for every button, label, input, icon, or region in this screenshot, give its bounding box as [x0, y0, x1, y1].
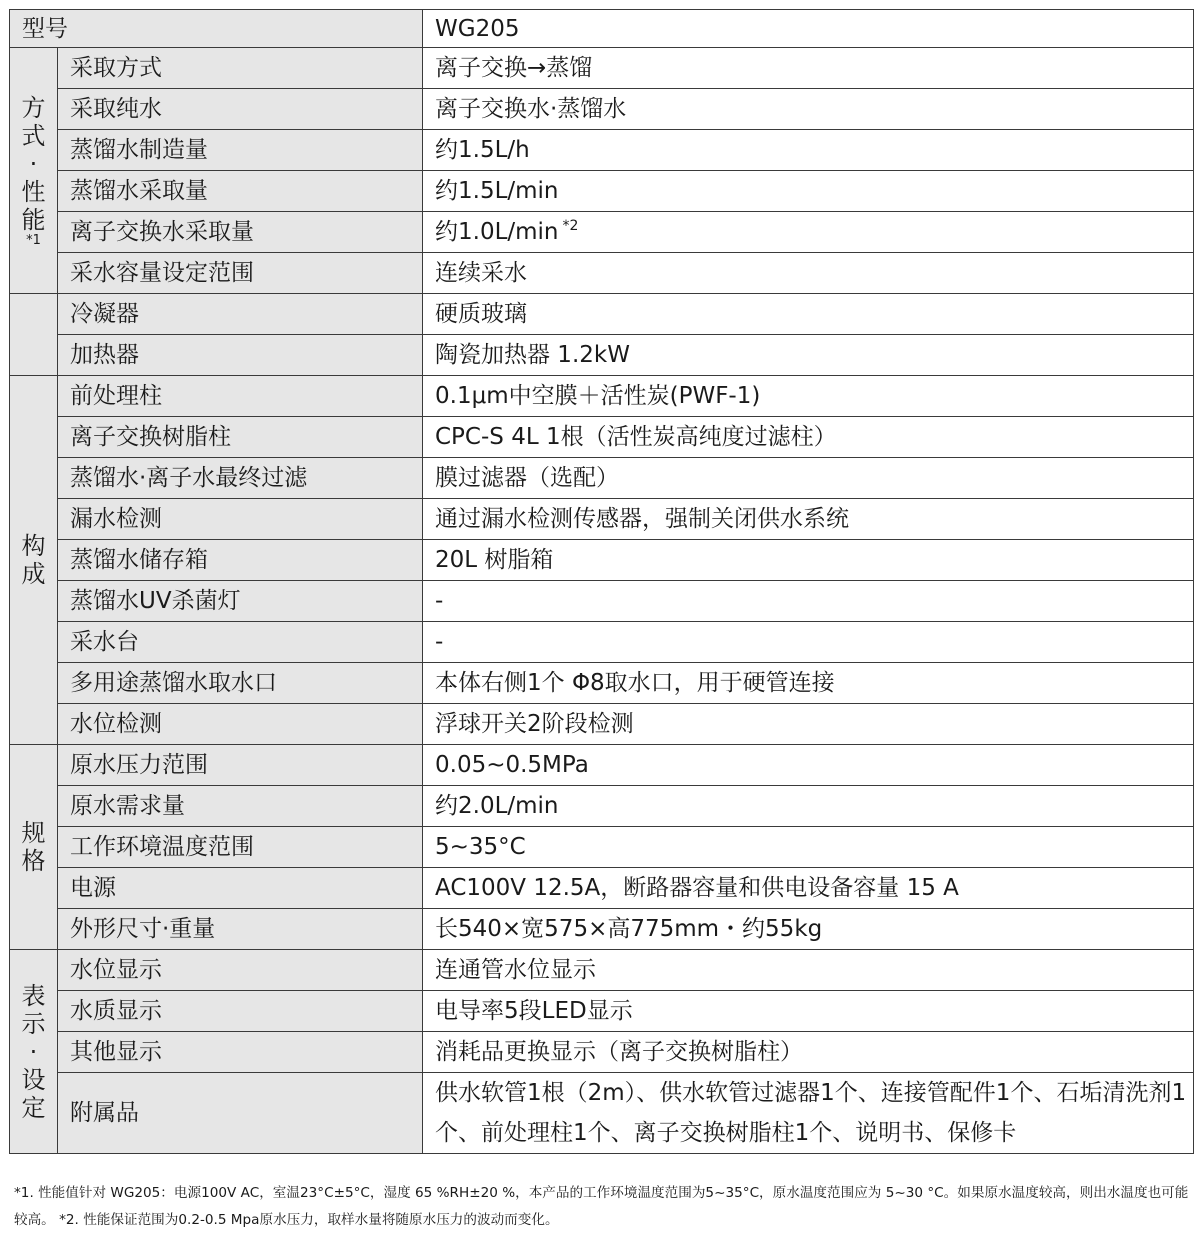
category-note: *1	[26, 232, 41, 248]
row-value-text: 通过漏水检测传感器，强制关闭供水系统	[435, 506, 849, 532]
table-row	[10, 622, 1194, 663]
row-value	[423, 130, 1194, 171]
row-label: 漏水检测	[58, 499, 423, 540]
footnote: *1. 性能值针对 WG205：电源100V AC，室温23°C±5°C，湿度 65 %RH±20 %，本产品的工作环境温度范围为5~35°C，原水温度范围应为 5~30 °C。如果原水温度较高，则出水温度也可能较高。 *2. 性能保证范围为0.2-0.5 Mpa原水压力，取样水量将随原水压力的波动而变化。	[14, 1185, 1189, 1228]
table-row	[10, 89, 1194, 130]
row-value	[423, 294, 1194, 335]
row-value	[423, 1032, 1194, 1073]
category-cell	[10, 294, 58, 376]
row-label: 冷凝器	[58, 294, 423, 335]
header-value: WG205	[423, 10, 1194, 48]
row-value-text: 0.1μm中空膜＋活性炭(PWF-1)	[435, 383, 761, 409]
row-value	[423, 89, 1194, 130]
row-label: 蒸馏水制造量	[58, 130, 423, 171]
row-value-text: 硬质玻璃	[435, 301, 527, 327]
row-label: 离子交换树脂柱	[58, 417, 423, 458]
table-row	[10, 827, 1194, 868]
table-row	[10, 786, 1194, 827]
table-row	[10, 1032, 1194, 1073]
row-value-text: AC100V 12.5A，断路器容量和供电设备容量 15 A	[435, 875, 959, 901]
table-row	[10, 581, 1194, 622]
spec-table	[9, 9, 1194, 1154]
row-value	[423, 909, 1194, 950]
category-name: 方式·性能	[21, 93, 46, 234]
table-row	[10, 704, 1194, 745]
row-value-text: 约1.0L/min	[435, 219, 559, 245]
row-value-text: 约1.5L/h	[435, 137, 530, 163]
row-label: 工作环境温度范围	[58, 827, 423, 868]
category-name: 构成	[21, 532, 46, 588]
row-label: 前处理柱	[58, 376, 423, 417]
row-value-text: 约1.5L/min	[435, 178, 559, 204]
row-value	[423, 745, 1194, 786]
row-label: 采取纯水	[58, 89, 423, 130]
row-label: 原水需求量	[58, 786, 423, 827]
row-value	[423, 417, 1194, 458]
table-row	[10, 335, 1194, 376]
header-label: 型号	[10, 10, 423, 48]
row-value-text: 约2.0L/min	[435, 793, 559, 819]
row-value	[423, 335, 1194, 376]
row-value	[423, 950, 1194, 991]
row-value-text: 连续采水	[435, 260, 527, 286]
row-label: 其他显示	[58, 1032, 423, 1073]
table-row	[10, 417, 1194, 458]
row-value	[423, 540, 1194, 581]
row-value-text: 电导率5段LED显示	[435, 998, 633, 1024]
row-label: 加热器	[58, 335, 423, 376]
row-value-text: 陶瓷加热器 1.2kW	[435, 342, 630, 368]
row-value	[423, 48, 1194, 89]
row-value	[423, 212, 1194, 253]
row-label: 多用途蒸馏水取水口	[58, 663, 423, 704]
row-value-text: 膜过滤器（选配）	[435, 465, 619, 491]
table-row	[10, 253, 1194, 294]
table-row	[10, 458, 1194, 499]
row-value	[423, 253, 1194, 294]
table-row	[10, 909, 1194, 950]
row-value-text: CPC-S 4L 1根（活性炭高纯度过滤柱）	[435, 424, 837, 450]
row-value-text: -	[435, 588, 444, 614]
row-label: 水质显示	[58, 991, 423, 1032]
row-value-text: 本体右侧1个 Φ8取水口，用于硬管连接	[435, 670, 835, 696]
row-value-text: 浮球开关2阶段检测	[435, 711, 634, 737]
category-cell	[10, 48, 58, 294]
table-row	[10, 1073, 1194, 1154]
row-label: 蒸馏水·离子水最终过滤	[58, 458, 423, 499]
row-value	[423, 376, 1194, 417]
category-cell	[10, 950, 58, 1154]
category-name: 规格	[21, 819, 46, 875]
row-label: 水位显示	[58, 950, 423, 991]
table-row	[10, 294, 1194, 335]
row-label: 蒸馏水采取量	[58, 171, 423, 212]
table-row	[10, 130, 1194, 171]
table-row	[10, 663, 1194, 704]
row-value-text: 离子交换水·蒸馏水	[435, 96, 627, 122]
table-row	[10, 540, 1194, 581]
row-label: 蒸馏水UV杀菌灯	[58, 581, 423, 622]
table-row	[10, 171, 1194, 212]
row-label: 蒸馏水储存箱	[58, 540, 423, 581]
row-label: 采水容量设定范围	[58, 253, 423, 294]
row-value	[423, 991, 1194, 1032]
table-row	[10, 376, 1194, 417]
row-value	[423, 622, 1194, 663]
category-cell	[10, 376, 58, 745]
row-value-text: 0.05~0.5MPa	[435, 752, 589, 778]
row-value-note: *2	[562, 218, 579, 234]
row-value-text: 连通管水位显示	[435, 957, 596, 983]
row-value-text: 长540×宽575×高775mm・约55kg	[435, 916, 823, 942]
row-value	[423, 499, 1194, 540]
row-label: 外形尺寸·重量	[58, 909, 423, 950]
table-row	[10, 212, 1194, 253]
row-value-text: 20L 树脂箱	[435, 547, 554, 573]
row-label: 原水压力范围	[58, 745, 423, 786]
row-label: 水位检测	[58, 704, 423, 745]
category-cell	[10, 745, 58, 950]
row-value	[423, 1073, 1194, 1154]
row-value	[423, 458, 1194, 499]
row-value	[423, 786, 1194, 827]
row-value-text: 5~35°C	[435, 834, 526, 860]
row-value-text: 消耗品更换显示（离子交换树脂柱）	[435, 1039, 803, 1065]
category-name: 表示·设定	[21, 981, 46, 1122]
row-label: 采取方式	[58, 48, 423, 89]
row-label: 电源	[58, 868, 423, 909]
table-row	[10, 745, 1194, 786]
row-value-text: 离子交换→蒸馏	[435, 55, 593, 81]
table-row	[10, 48, 1194, 89]
row-label: 采水台	[58, 622, 423, 663]
table-row	[10, 868, 1194, 909]
table-row	[10, 499, 1194, 540]
row-value	[423, 704, 1194, 745]
header-row	[10, 10, 1194, 48]
row-value-text: -	[435, 629, 444, 655]
row-value	[423, 581, 1194, 622]
row-value	[423, 171, 1194, 212]
row-value	[423, 663, 1194, 704]
row-label: 离子交换水采取量	[58, 212, 423, 253]
spec-table-body	[10, 10, 1194, 1154]
row-value-text: 供水软管1根（2m）、供水软管过滤器1个、连接管配件1个、石垢清洗剂1个、前处理柱1个、离子交换树脂柱1个、说明书、保修卡	[435, 1080, 1187, 1146]
row-value	[423, 868, 1194, 909]
table-row	[10, 991, 1194, 1032]
table-row	[10, 950, 1194, 991]
row-label: 附属品	[58, 1073, 423, 1154]
row-value	[423, 827, 1194, 868]
